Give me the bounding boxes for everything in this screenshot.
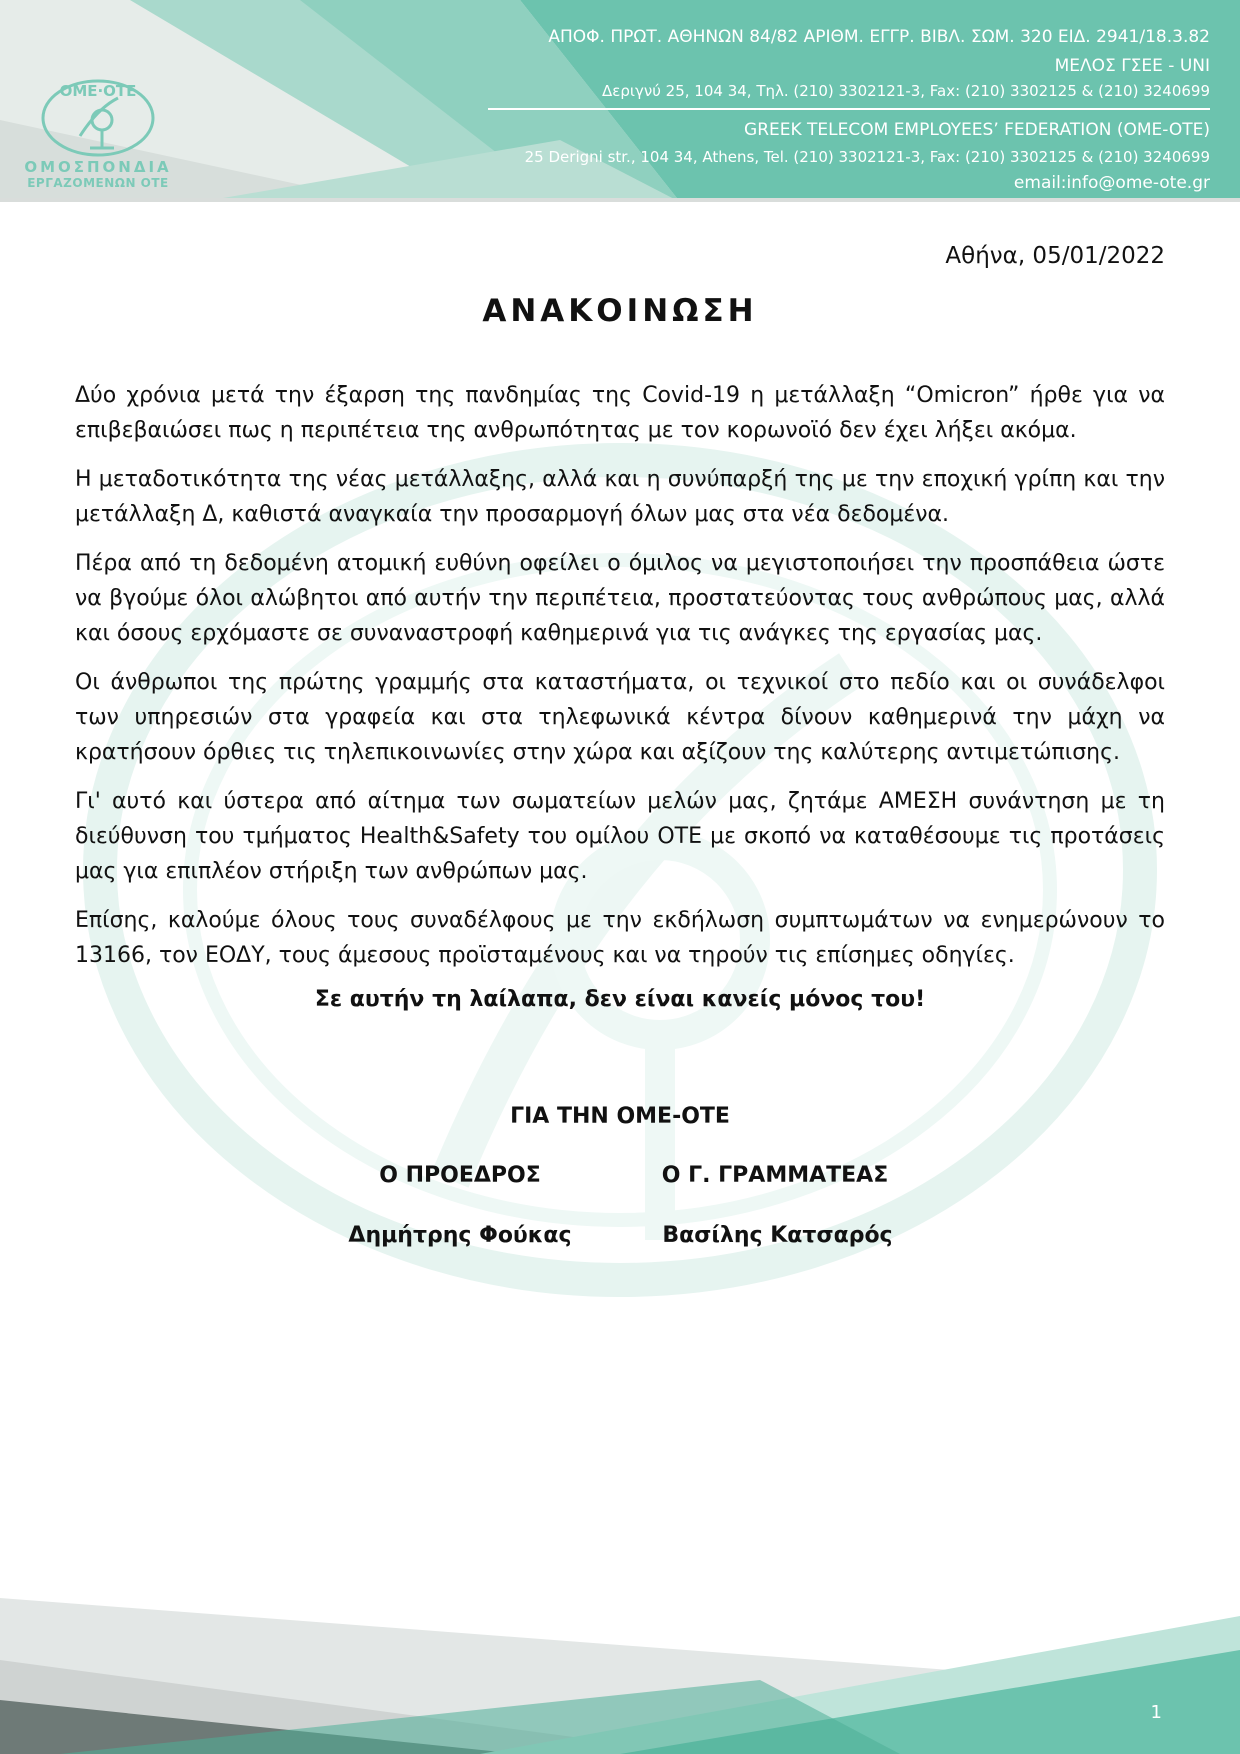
header-divider: [488, 108, 1210, 110]
header-email: email:info@ome-ote.gr: [1013, 173, 1210, 193]
header-name-english: GREEK TELECOM EMPLOYEES’ FEDERATION (OME-OTE): [744, 120, 1210, 140]
paragraph-1: Δύο χρόνια μετά την έξαρση της πανδημίας της Covid-19 η μετάλλαξη “Omicron” ήρθε για να επιβεβαιώσει πως η περιπέτεια της ανθρωπότητας με τον κορωνοϊό δεν έχει λήξει ακόμα.: [75, 383, 1165, 443]
document-body: [75, 378, 1165, 1012]
header-registration: ΑΠΟΦ. ΠΡΩΤ. ΑΘΗΝΩΝ 84/82 ΑΡΙΘΜ. ΕΓΓΡ. ΒΙΒΛ. ΣΩΜ. 320 ΕΙΔ. 2941/18.3.82: [548, 27, 1210, 47]
secretary-title: Ο Γ. ΓΡΑΜΜΑΤΕΑΣ: [661, 1163, 889, 1188]
secretary-name: Βασίλης Κατσαρός: [662, 1223, 893, 1248]
header-address-english: 25 Derigni str., 104 34, Athens, Tel. (210) 3302121-3, Fax: (210) 3302125 & (210) 3240699: [524, 148, 1210, 166]
svg-text:ΟΜΕ·ΟΤΕ: ΟΜΕ·ΟΤΕ: [59, 82, 137, 100]
letterhead: [0, 0, 1240, 202]
footer-banner: [0, 1580, 1240, 1754]
logo-label-employees: ΕΡΓΑΖΟΜΕΝΩΝ ΟΤΕ: [27, 176, 169, 190]
paragraph-2: Η μεταδοτικότητα της νέας μετάλλαξης, αλλά και η συνύπαρξή της με την εποχική γρίπη και την μετάλλαξη Δ, καθιστά αναγκαία την προσαρμογή όλων μας στα νέα δεδομένα.: [75, 467, 1165, 527]
header-membership: ΜΕΛΟΣ ΓΣΕΕ - UNI: [1054, 56, 1210, 76]
signature-organization: ΓΙΑ ΤΗΝ ΟΜΕ-ΟΤΕ: [510, 1104, 730, 1129]
header-address-greek: Δεριγνύ 25, 104 34, Τηλ. (210) 3302121-3, Fax: (210) 3302125 & (210) 3240699: [602, 82, 1210, 100]
paragraph-6: Επίσης, καλούμε όλους τους συναδέλφους με την εκδήλωση συμπτωμάτων να ενημερώνουν το 13166, τον ΕΟΔΥ, τους άμεσους προϊσταμένους και να τηρούν τις επίσημες οδηγίες.: [75, 908, 1165, 968]
president-title: Ο ΠΡΟΕΔΡΟΣ: [379, 1163, 541, 1188]
paragraph-4: Οι άνθρωποι της πρώτης γραμμής στα καταστήματα, οι τεχνικοί στο πεδίο και οι συνάδελφοι των υπηρεσιών στα γραφεία και στα τηλεφωνικά κέντρα δίνουν καθημερινά την μάχη να κρατήσουν όρθιες τις τηλεπικοινωνίες στην χώρα και αξίζουν της καλύτερης αντιμετώπισης.: [75, 670, 1165, 765]
page-number: 1: [1150, 1702, 1162, 1723]
president-name: Δημήτρης Φούκας: [348, 1223, 572, 1248]
ome-ote-logo-icon: [40, 78, 156, 158]
document-date: Αθήνα, 05/01/2022: [945, 243, 1165, 269]
logo-label-federation: ΟΜΟΣΠΟΝΔΙΑ: [24, 158, 172, 176]
paragraph-3: Πέρα από τη δεδομένη ατομική ευθύνη οφείλει ο όμιλος να μεγιστοποιήσει την προσπάθεια ώστε να βγούμε όλοι αλώβητοι από αυτήν την περιπέτεια, προστατεύοντας τους ανθρώπους μας, αλλά και όσους ερχόμαστε σε συναναστροφή καθημερινά για τις ανάγκες της εργασίας μας.: [75, 551, 1165, 646]
closing-slogan: Σε αυτήν τη λαίλαπα, δεν είναι κανείς μόνος του!: [314, 987, 926, 1012]
paragraph-5: Γι' αυτό και ύστερα από αίτημα των σωματείων μελών μας, ζητάμε ΑΜΕΣΗ συνάντηση με τη διεύθυνση του τμήματος Health&Safety του ομίλου ΟΤΕ με σκοπό να καταθέσουμε τις προτάσεις μας για επιπλέον στήριξη των ανθρώπων μας.: [75, 789, 1165, 884]
document-title: ΑΝΑΚΟΙΝΩΣΗ: [482, 293, 758, 329]
